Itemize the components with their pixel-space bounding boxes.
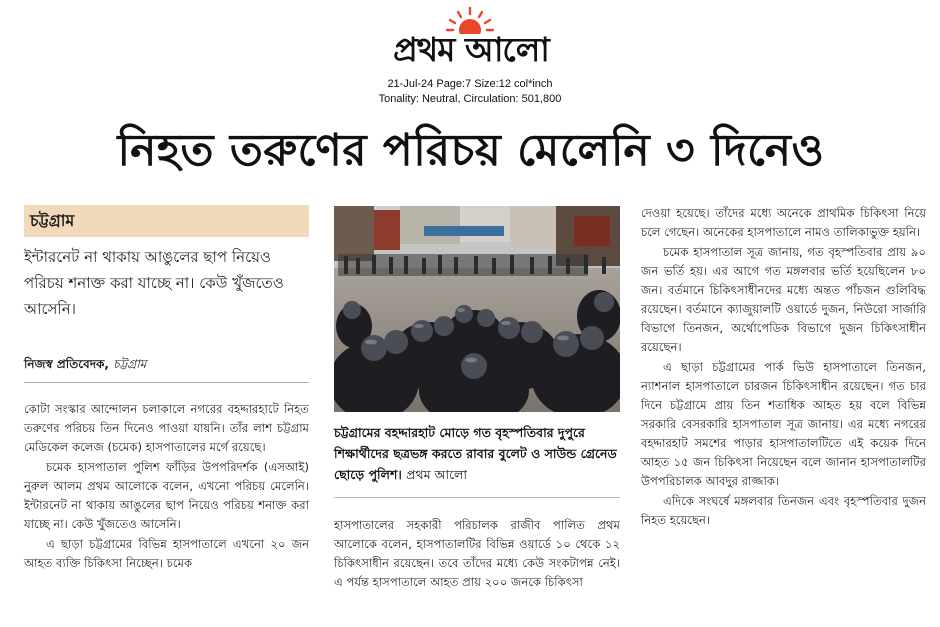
paragraph: এদিকে সংঘর্ষে মঙ্গলবার তিনজন এবং বৃহস্পতিবার দুজন নিহত হয়েছেন।	[641, 494, 926, 527]
byline-reporter: নিজস্ব প্রতিবেদক,	[24, 357, 109, 371]
paragraph: কোটা সংস্কার আন্দোলন চলাকালে নগরের বহদ্দারহাটে নিহত তরুণের পরিচয় তিন দিনেও পাওয়া যায়নি। তাঁর লাশ চট্টগ্রাম মেডিকেল কলেজ (চমেক) হাসপাতালের মর্গে রয়েছে।	[24, 402, 309, 454]
article-column-right	[641, 204, 926, 531]
paragraph: হাসপাতালের সহকারী পরিচালক রাজীব পালিত প্রথম আলোকে বলেন, হাসপাতালটির বিভিন্ন ওয়ার্ডে ১০ থেকে ১২ চিকিৎসাধীন রয়েছেন। তবে তাঁদের মধ্যে কেউ সংকটাপন্ন নেই। এ পর্যন্ত হাসপাতালে আহত প্রায় ২০০ জনকে চিকিৎসা	[334, 518, 620, 589]
article-column-left	[24, 400, 309, 574]
byline	[24, 356, 309, 383]
paragraph: চমেক হাসপাতাল সূত্র জানায়, গত বৃহস্পতিবার প্রায় ৯০ জন ভর্তি হয়। এর আগে গত মঙ্গলবার ভর্তি হয়েছিলেন ৮০ জন। বর্তমানে চিকিৎসাধীনদের মধ্যে অন্তত পাঁচজন গুলিবিদ্ধ রয়েছেন। বর্তমানে ক্যাজুয়ালটি ওয়ার্ডে দুজন, নিউরো সার্জারি বিভাগে তিনজন, অর্থোপেডিক বিভাগে দুজন চিকিৎসাধীন রয়েছেন।	[641, 245, 926, 354]
photo-caption	[334, 422, 620, 485]
headline: নিহত তরুণের পরিচয় মেলেনি ৩ দিনেও	[117, 125, 825, 176]
article-column-middle	[334, 516, 620, 593]
newspaper-logo: প্রথম আলো	[393, 30, 549, 69]
paragraph: এ ছাড়া চট্টগ্রামের বিভিন্ন হাসপাতালে এখনো ২০ জন আহত ব্যক্তি চিকিৎসা নিচ্ছেন। চমেক	[24, 537, 309, 570]
paragraph: দেওয়া হয়েছে। তাঁদের মধ্যে অনেকে প্রাথমিক চিকিৎসা নিয়ে চলে গেছেন। অনেকের হাসপাতালে নামও তালিকাভুক্ত হয়নি।	[641, 206, 926, 239]
news-photo	[334, 206, 620, 412]
caption-divider	[334, 497, 620, 498]
paragraph: চমেক হাসপাতাল পুলিশ ফাঁড়ির উপপরিদর্শক (এসআই) নুরুল আলম প্রথম আলোকে বলেন, এখনো পরিচয় মেলেনি। ইন্টারনেট না থাকায় আঙুলের ছাপ নিয়েও পরিচয় শনাক্ত করা যাচ্ছে না। কেউ খুঁজতেও আসেনি।	[24, 460, 309, 531]
clip-info-line2: Tonality: Neutral, Circulation: 501,800	[378, 93, 562, 105]
subheadline: ইন্টারনেট না থাকায় আঙুলের ছাপ নিয়েও পরিচয় শনাক্ত করা যাচ্ছে না। কেউ খুঁজতেও আসেনি।	[24, 248, 284, 318]
byline-place: চট্টগ্রাম	[113, 357, 147, 371]
paragraph: এ ছাড়া চট্টগ্রামের পার্ক ভিউ হাসপাতালে তিনজন, ন্যাশনাল হাসপাতালে চারজন চিকিৎসাধীন রয়েছেন। গত চার দিনে চট্টগ্রামে প্রায় তিন শতাধিক আহত হয় বলে বিভিন্ন সরকারি বেসরকারি হাসপাতাল সূত্র জানায়। এর মধ্যে নগরের বহদ্দারহাট সমশের পাড়ার হাসপাতালটিতে এই কয়েক দিনে আহত ১৫ জন চিকিৎসা নিয়েছেন বলে জানান হাসপাতালটির উপপরিচালক আবদুর রাজ্জাক।	[641, 360, 926, 488]
masthead	[0, 2, 940, 74]
photo-credit: প্রথম আলো	[406, 467, 468, 482]
clip-info-line1: 21-Jul-24 Page:7 Size:12 col*inch	[387, 78, 553, 90]
caption-text: চট্টগ্রামের বহদ্দারহাট মোড়ে গত বৃহস্পতিবার দুপুরে শিক্ষার্থীদের ছত্রভঙ্গ করতে রাবার বুলেট ও সাউন্ড গ্রেনেড ছোড়ে পুলিশ।	[334, 425, 617, 482]
location-label: চট্টগ্রাম	[24, 205, 309, 237]
street-clash-photo	[334, 206, 620, 412]
